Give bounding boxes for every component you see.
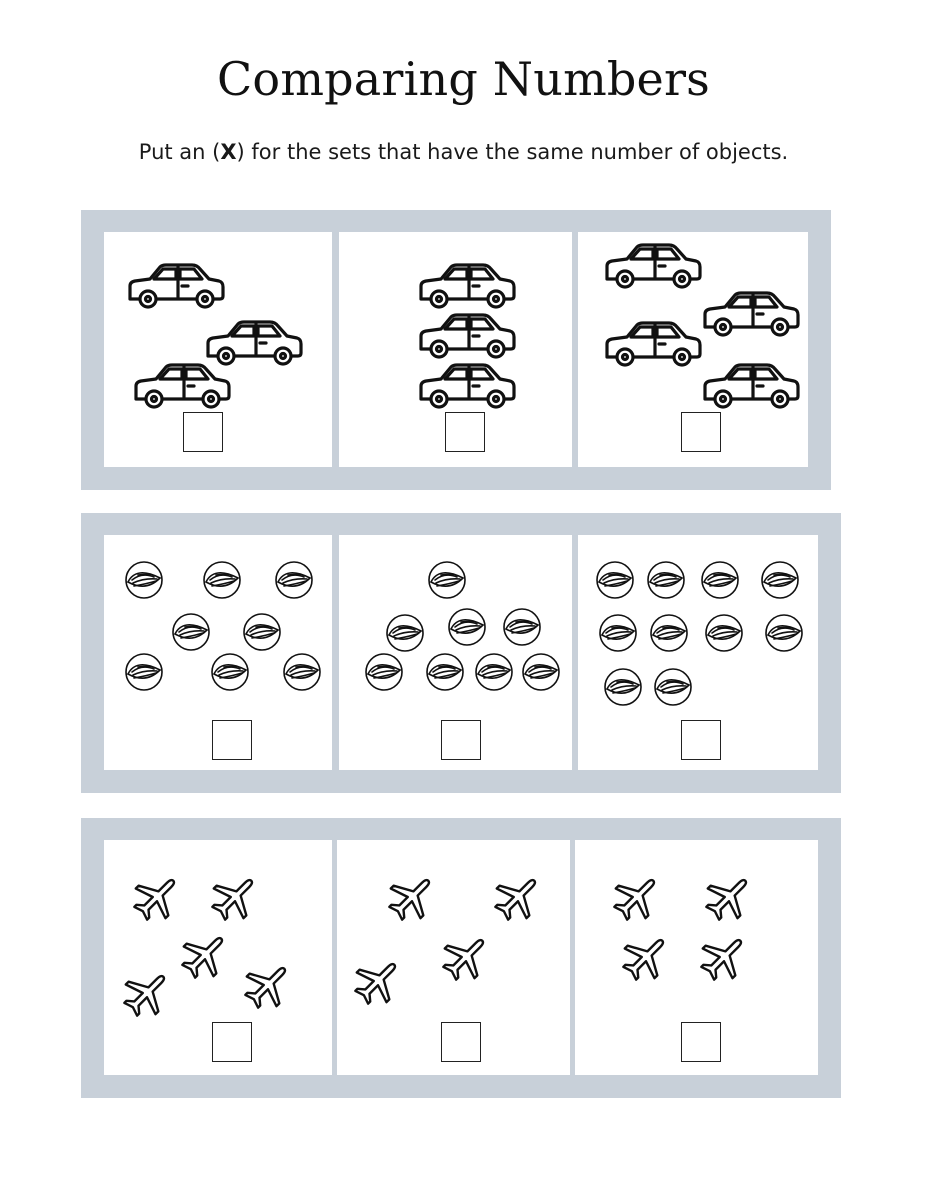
instruction-text xyxy=(0,140,927,164)
marble-icon xyxy=(653,667,693,707)
marble-icon xyxy=(704,613,744,653)
marble-icon xyxy=(124,560,164,600)
answer-checkbox[interactable] xyxy=(183,412,223,452)
set-box-marbles-3 xyxy=(578,535,818,770)
answer-checkbox[interactable] xyxy=(441,1022,481,1062)
answer-checkbox[interactable] xyxy=(441,720,481,760)
marble-icon xyxy=(521,652,561,692)
marble-icon xyxy=(171,612,211,652)
set-box-airplanes-2 xyxy=(337,840,570,1075)
marble-icon xyxy=(649,613,689,653)
set-box-cars-3 xyxy=(578,232,808,467)
marble-icon xyxy=(242,612,282,652)
answer-checkbox[interactable] xyxy=(681,412,721,452)
set-box-cars-2 xyxy=(339,232,572,467)
instruction-suffix: ) for the sets that have the same number of objects. xyxy=(236,140,789,164)
marble-icon xyxy=(364,652,404,692)
car-icon xyxy=(126,262,226,312)
marble-icon xyxy=(427,560,467,600)
airplane-icon xyxy=(699,932,749,982)
marble-icon xyxy=(598,613,638,653)
instruction-mark: X xyxy=(220,140,237,164)
marble-icon xyxy=(700,560,740,600)
marble-icon xyxy=(603,667,643,707)
airplane-icon xyxy=(441,932,491,982)
car-icon xyxy=(417,262,517,312)
answer-checkbox[interactable] xyxy=(445,412,485,452)
car-icon xyxy=(417,362,517,412)
marble-icon xyxy=(764,613,804,653)
airplane-icon xyxy=(132,872,182,922)
airplane-icon xyxy=(704,872,754,922)
set-box-airplanes-3 xyxy=(575,840,818,1075)
car-icon xyxy=(417,312,517,362)
car-icon xyxy=(701,362,801,412)
set-box-marbles-1 xyxy=(104,535,332,770)
marble-icon xyxy=(425,652,465,692)
marble-icon xyxy=(502,607,542,647)
airplane-icon xyxy=(353,956,403,1006)
airplane-icon xyxy=(122,968,172,1018)
marble-icon xyxy=(282,652,322,692)
marble-icon xyxy=(474,652,514,692)
marble-icon xyxy=(760,560,800,600)
set-box-cars-1 xyxy=(104,232,332,467)
marble-icon xyxy=(210,652,250,692)
page-title: Comparing Numbers xyxy=(217,52,710,106)
marble-icon xyxy=(124,652,164,692)
car-icon xyxy=(701,290,801,340)
answer-checkbox[interactable] xyxy=(681,720,721,760)
airplane-icon xyxy=(210,872,260,922)
marble-icon xyxy=(385,613,425,653)
set-box-marbles-2 xyxy=(339,535,572,770)
answer-checkbox[interactable] xyxy=(212,1022,252,1062)
instruction-prefix: Put an ( xyxy=(138,140,221,164)
airplane-icon xyxy=(612,872,662,922)
airplane-icon xyxy=(387,872,437,922)
airplane-icon xyxy=(493,872,543,922)
marble-icon xyxy=(274,560,314,600)
marble-icon xyxy=(202,560,242,600)
answer-checkbox[interactable] xyxy=(681,1022,721,1062)
marble-icon xyxy=(595,560,635,600)
marble-icon xyxy=(447,607,487,647)
airplane-icon xyxy=(621,932,671,982)
answer-checkbox[interactable] xyxy=(212,720,252,760)
set-box-airplanes-1 xyxy=(104,840,332,1075)
car-icon xyxy=(132,362,232,412)
car-icon xyxy=(603,242,703,292)
car-icon xyxy=(603,320,703,370)
airplane-icon xyxy=(180,930,230,980)
marble-icon xyxy=(646,560,686,600)
airplane-icon xyxy=(243,960,293,1010)
